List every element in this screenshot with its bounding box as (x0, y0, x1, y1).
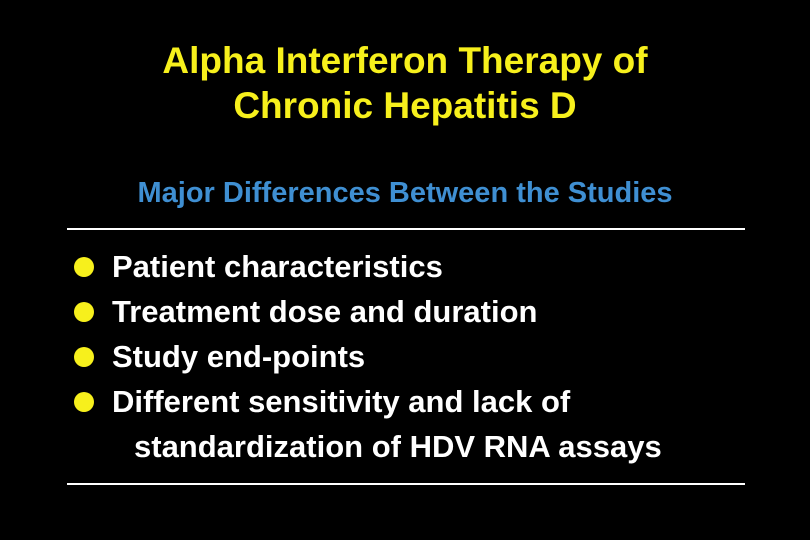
slide-subtitle: Major Differences Between the Studies (137, 177, 673, 209)
slide-title (0, 38, 810, 128)
bullet-dot-icon (74, 347, 94, 367)
bullet-dot-icon (74, 302, 94, 322)
bottom-divider (67, 483, 745, 485)
top-divider (67, 228, 745, 230)
bullet-item (70, 334, 770, 379)
bullet-text: Treatment dose and duration (112, 294, 538, 329)
slide-title-line-2: Chronic Hepatitis D (233, 85, 577, 126)
bullet-text: Study end-points (112, 339, 366, 374)
bullet-dot-icon (74, 257, 94, 277)
bullet-text: Different sensitivity and lack of (112, 384, 571, 419)
bullet-item (70, 379, 770, 469)
bullet-text: Patient characteristics (112, 249, 443, 284)
bullet-item (70, 244, 770, 289)
bullet-item (70, 289, 770, 334)
bullet-continuation-text: standardization of HDV RNA assays (134, 429, 662, 464)
bullet-dot-icon (74, 392, 94, 412)
bullet-list (70, 244, 770, 469)
slide-title-line-1: Alpha Interferon Therapy of (162, 40, 648, 81)
